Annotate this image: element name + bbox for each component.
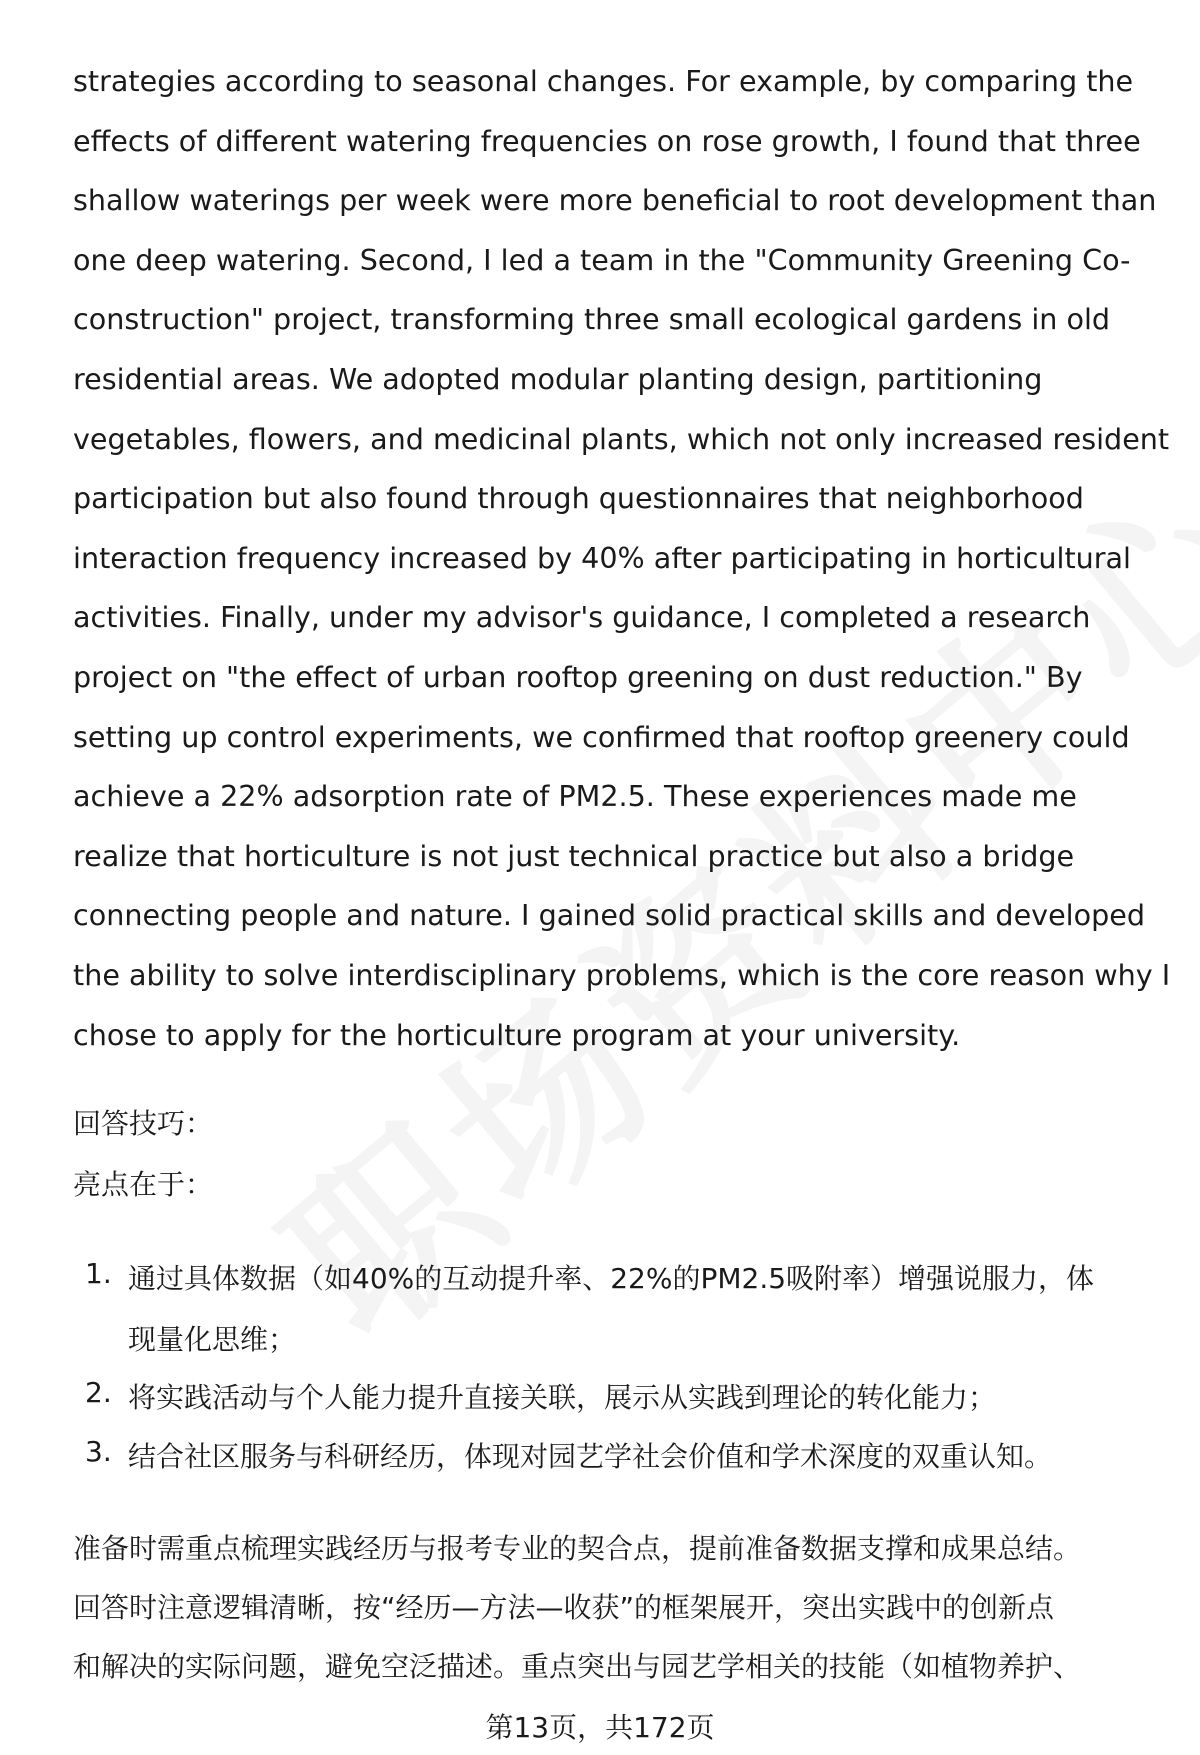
- answer-line: the ability to solve interdisciplinary problems, which is the core reason why I: [73, 957, 1171, 992]
- list-item-line: 通过具体数据（如40%的互动提升率、22%的PM2.5吸附率）增强说服力，体: [128, 1262, 1095, 1295]
- list-item-line: 将实践活动与个人能力提升直接关联，展示从实践到理论的转化能力；: [128, 1381, 997, 1414]
- answer-line: realize that horticulture is not just technical practice but also a bridge: [73, 838, 1075, 873]
- list-number: 3.: [85, 1435, 112, 1468]
- prep-line: 准备时需重点梳理实践经历与报考专业的契合点，提前准备数据支撑和成果总结。: [73, 1532, 1082, 1565]
- list-item-line: 结合社区服务与科研经历，体现对园艺学社会价值和学术深度的双重认知。: [128, 1440, 1053, 1473]
- answer-paragraph: [73, 52, 1171, 1065]
- answer-line: shallow waterings per week were more beneficial to root development than: [73, 183, 1157, 218]
- answer-line: setting up control experiments, we confirmed that rooftop greenery could: [73, 719, 1130, 754]
- list-item-line: 现量化思维；: [128, 1323, 297, 1356]
- answer-line: project on "the effect of urban rooftop greening on dust reduction." By: [73, 659, 1083, 694]
- answer-line: one deep watering. Second, I led a team in the "Community Greening Co-: [73, 242, 1131, 277]
- answer-line: activities. Finally, under my advisor's guidance, I completed a research: [73, 600, 1091, 635]
- prep-line: 回答时注意逻辑清晰，按“经历—方法—收获”的框架展开，突出实践中的创新点: [73, 1591, 1055, 1624]
- answer-line: effects of different watering frequencies on rose growth, I found that three: [73, 123, 1141, 158]
- list-number: 1.: [85, 1257, 112, 1290]
- answer-line: achieve a 22% adsorption rate of PM2.5. These experiences made me: [73, 779, 1077, 814]
- prep-line: 和解决的实际问题，避免空泛描述。重点突出与园艺学相关的技能（如植物养护、: [73, 1650, 1082, 1683]
- answer-line: interaction frequency increased by 40% after participating in horticultural: [73, 540, 1131, 575]
- answer-line: construction" project, transforming three small ecological gardens in old: [73, 302, 1111, 337]
- tips-label: 回答技巧：: [73, 1107, 214, 1140]
- page-number-footer: 第13页，共172页: [485, 1711, 715, 1744]
- answer-line: participation but also found through questionnaires that neighborhood: [73, 481, 1084, 516]
- highlights-label: 亮点在于：: [73, 1168, 214, 1201]
- list-number: 2.: [85, 1376, 112, 1409]
- answer-line: residential areas. We adopted modular planting design, partitioning: [73, 361, 1043, 396]
- answer-line: chose to apply for the horticulture program at your university.: [73, 1017, 961, 1052]
- answer-line: connecting people and nature. I gained solid practical skills and developed: [73, 898, 1146, 933]
- answer-line: vegetables, flowers, and medicinal plants, which not only increased resident: [73, 421, 1170, 456]
- answer-line: strategies according to seasonal changes. For example, by comparing the: [73, 64, 1134, 98]
